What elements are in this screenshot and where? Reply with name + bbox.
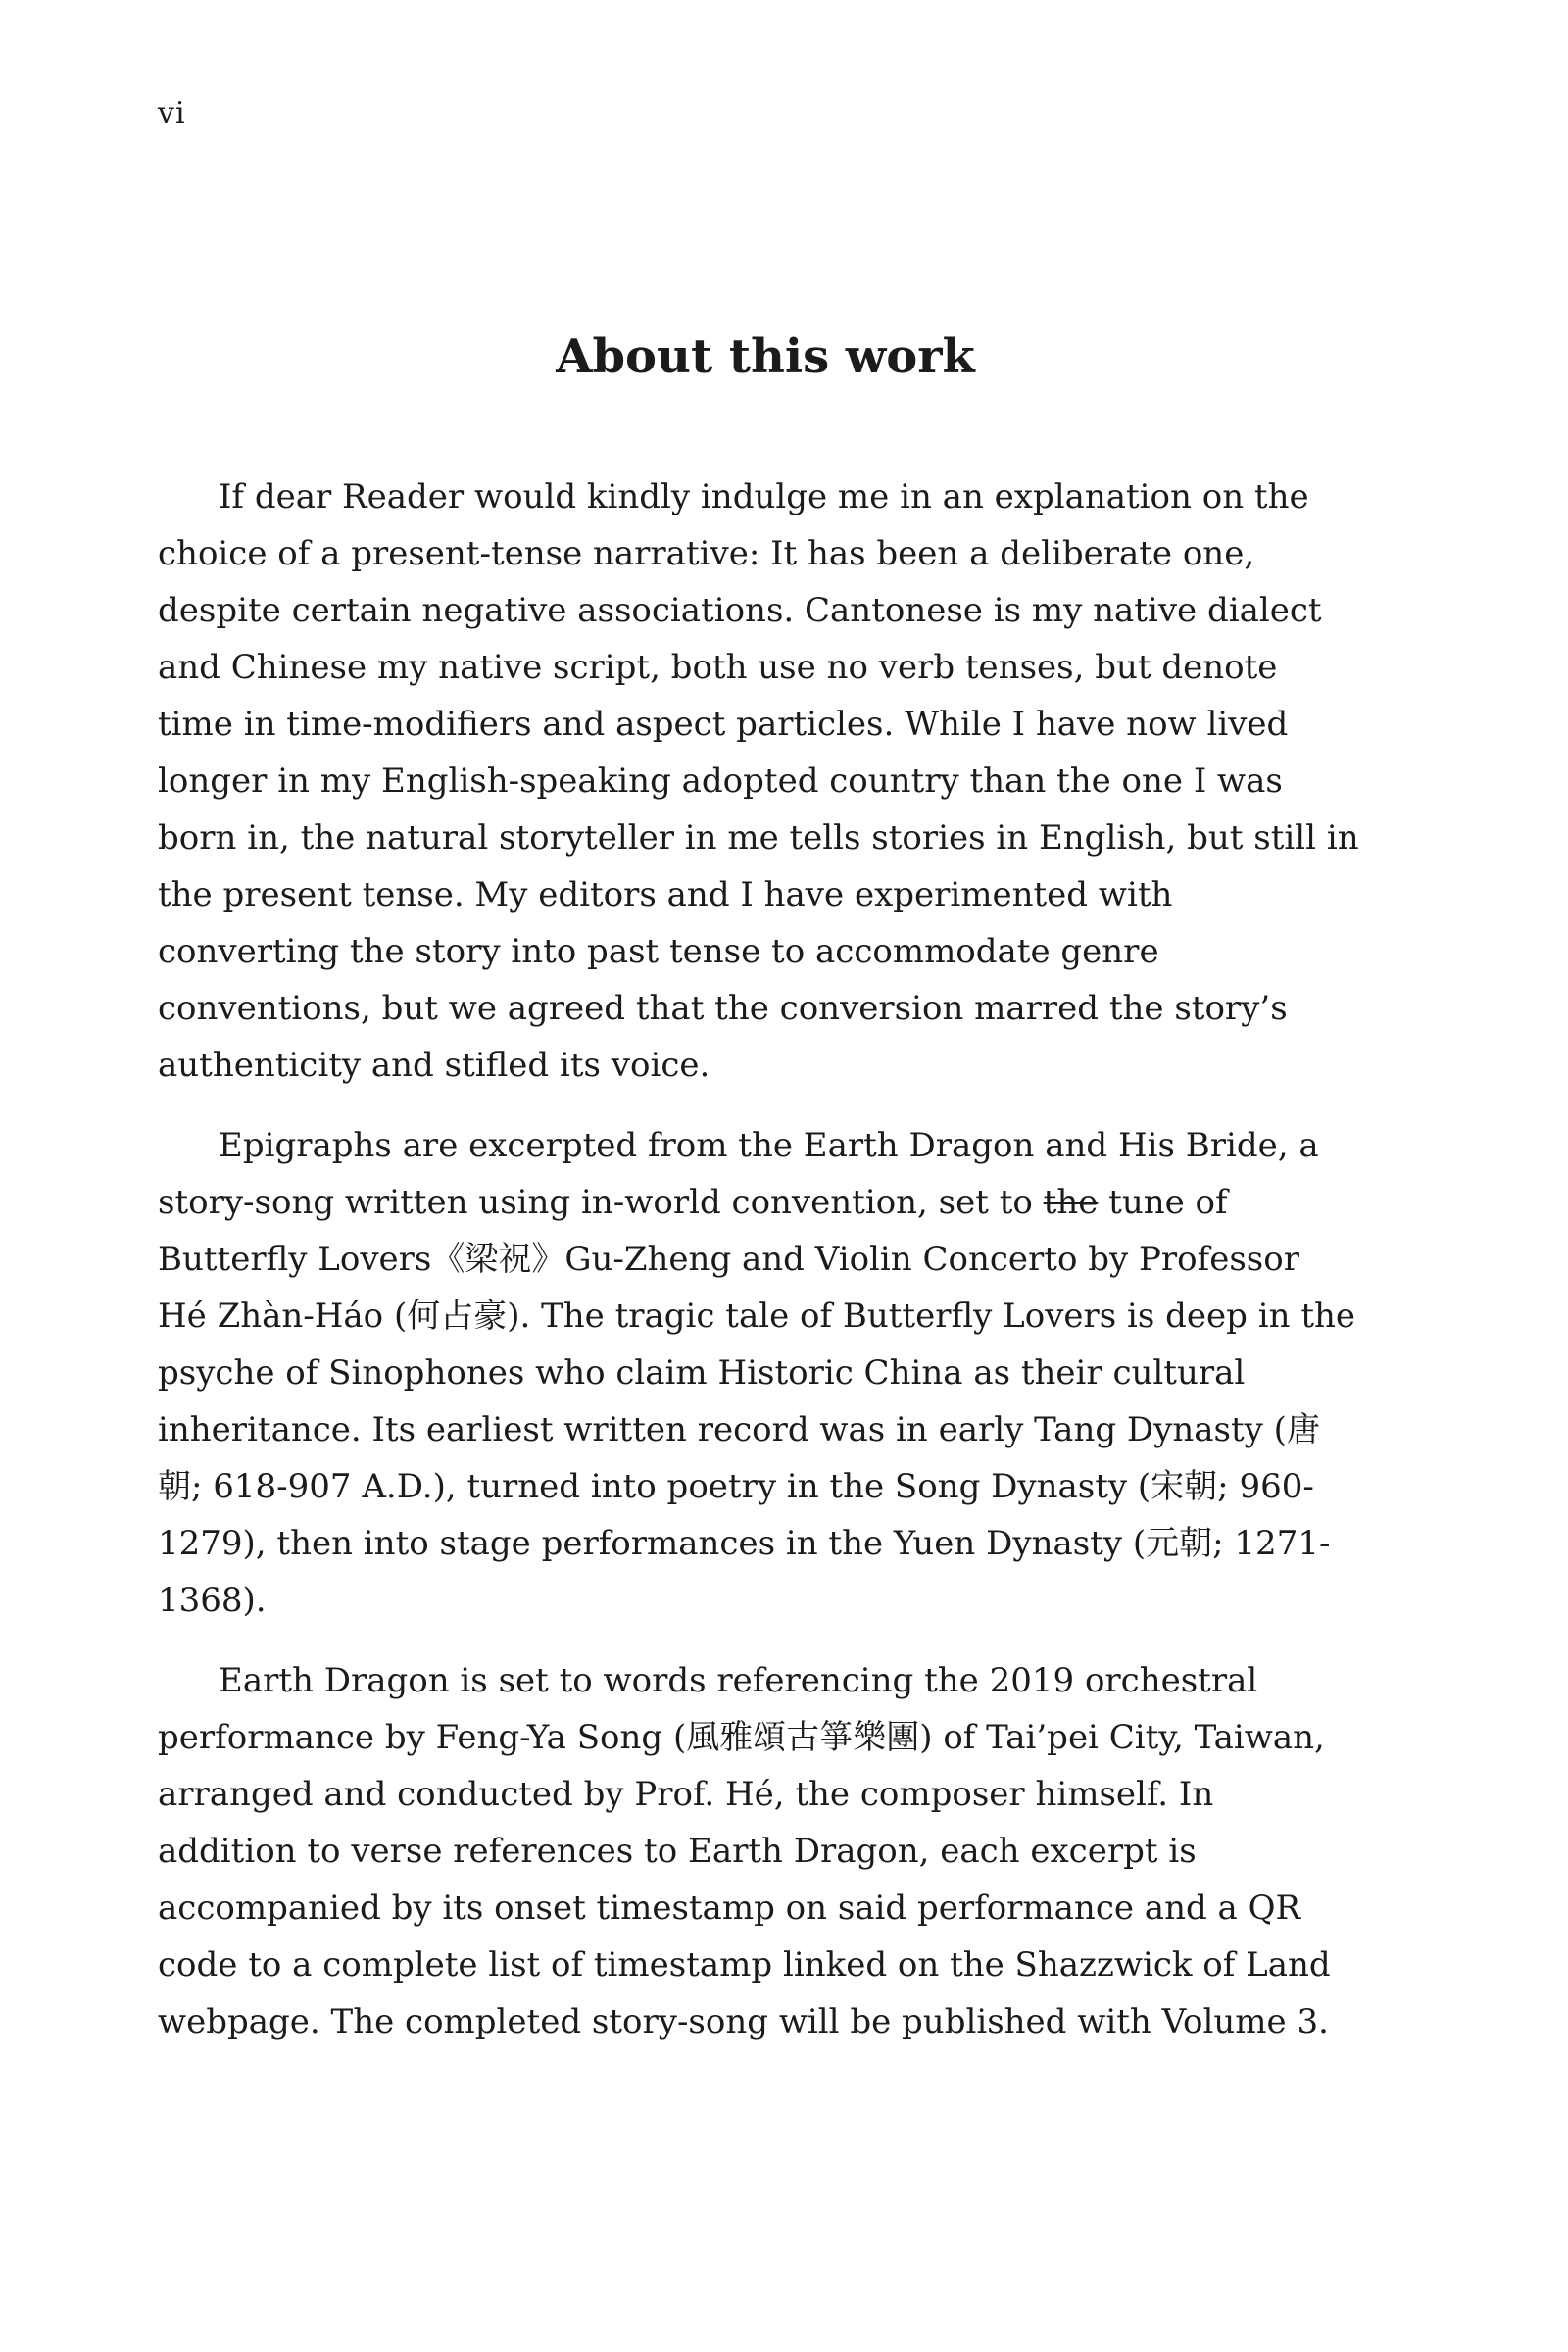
paragraph-1 <box>158 468 1442 1094</box>
struck-word: the <box>1043 1183 1099 1222</box>
text-line: time in time-modifiers and aspect particles. While I have now lived <box>158 705 1289 744</box>
text-line: and Chinese my native script, both use no verb tenses, but denote <box>158 648 1278 687</box>
text-line: conventions, but we agreed that the conversion marred the story’s <box>158 989 1288 1028</box>
page-body <box>158 468 1442 2050</box>
text-line: If dear Reader would kindly indulge me in an explanation on the <box>219 477 1309 516</box>
text-line: 1368). <box>158 1581 267 1620</box>
paragraph-3 <box>158 1652 1442 2050</box>
text-line: psyche of Sinophones who claim Historic China as their cultural <box>158 1353 1246 1393</box>
text-line: performance by Feng-Ya Song (風雅頌古箏樂團) of Tai’pei City, Taiwan, <box>158 1718 1325 1757</box>
text-line: 1279), then into stage performances in the Yuen Dynasty (元朝; 1271- <box>158 1524 1331 1563</box>
text-line: Earth Dragon is set to words referencing the 2019 orchestral <box>219 1661 1258 1700</box>
text-line: authenticity and stifled its voice. <box>158 1046 710 1085</box>
text-line: despite certain negative associations. Cantonese is my native dialect <box>158 591 1322 630</box>
paragraph-2 <box>158 1117 1442 1629</box>
text-line: arranged and conducted by Prof. Hé, the composer himself. In <box>158 1775 1214 1814</box>
text-line: the present tense. My editors and I have experimented with <box>158 875 1173 914</box>
text-line: Butterfly Lovers《梁祝》Gu-Zheng and Violin Concerto by Professor <box>158 1240 1299 1279</box>
text-line: choice of a present-tense narrative: It has been a deliberate one, <box>158 534 1255 573</box>
text-line: 朝; 618-907 A.D.), turned into poetry in the Song Dynasty (宋朝; 960- <box>158 1467 1314 1506</box>
text-line: addition to verse references to Earth Dragon, each excerpt is <box>158 1832 1197 1871</box>
text-segment: tune of <box>1098 1183 1228 1222</box>
text-line: converting the story into past tense to accommodate genre <box>158 932 1159 971</box>
text-line: code to a complete list of timestamp linked on the Shazzwick of Land <box>158 1945 1331 1984</box>
text-segment: story-song written using in-world convention, set to <box>158 1183 1044 1222</box>
page-title: About this work <box>556 329 975 384</box>
text-line: longer in my English-speaking adopted country than the one I was <box>158 761 1283 801</box>
text-line: Epigraphs are excerpted from the Earth Dragon and His Bride, a <box>219 1126 1319 1165</box>
text-line: webpage. The completed story-song will be published with Volume 3. <box>158 2002 1329 2041</box>
text-line: inheritance. Its earliest written record was in early Tang Dynasty (唐 <box>158 1410 1320 1449</box>
page-number: vi <box>158 96 186 130</box>
text-line: Hé Zhàn-Háo (何占豪). The tragic tale of Butterfly Lovers is deep in the <box>158 1297 1356 1336</box>
text-line <box>158 1174 1442 1231</box>
text-line: born in, the natural storyteller in me tells stories in English, but still in <box>158 818 1359 858</box>
text-line: accompanied by its onset timestamp on said performance and a QR <box>158 1888 1301 1928</box>
